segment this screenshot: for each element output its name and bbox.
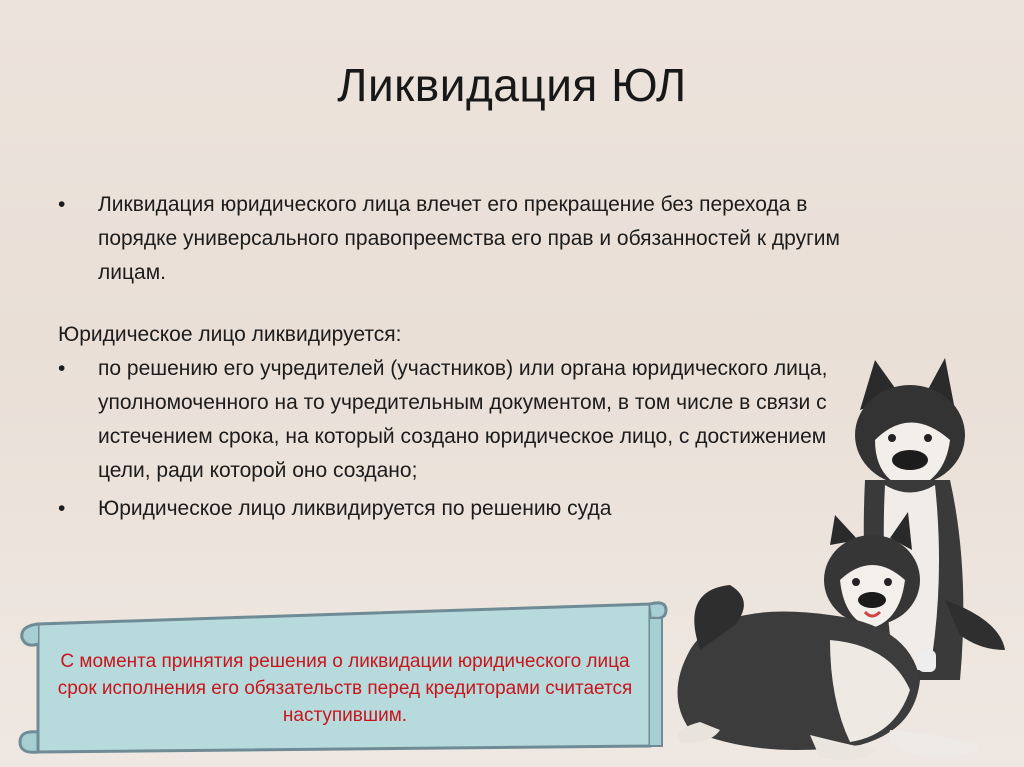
callout-scroll [10,596,670,756]
list-item-text: по решению его учредителей (участников) или органа юридического лица, уполномоченного на то учредительным документом, в том числе в связи с истечением срока, на который создано юридическое лицо, с достижением цели, ради которой оно создано; [98,357,828,482]
intro-bullet-text: Ликвидация юридического лица влечет его прекращение без перехода в порядке универсального правопреемства его прав и обязанностей к другим лицам. [98,193,840,284]
list-item-text: Юридическое лицо ликвидируется по решению суда [98,497,612,520]
bullet-dot-icon: • [58,193,66,216]
callout-text: С момента принятия решения о ликвидации юридического лица срок исполнения его обязательств перед кредиторами считается наступившим. [57,651,633,726]
intro-bullet [58,188,878,290]
subheading: Юридическое лицо ликвидируется: [58,323,402,346]
husky-dogs-illustration-icon [660,350,1024,767]
slide-title: Ликвидация ЮЛ [337,59,687,111]
bullet-dot-icon: • [58,497,66,520]
bullet-dot-icon: • [58,357,66,380]
